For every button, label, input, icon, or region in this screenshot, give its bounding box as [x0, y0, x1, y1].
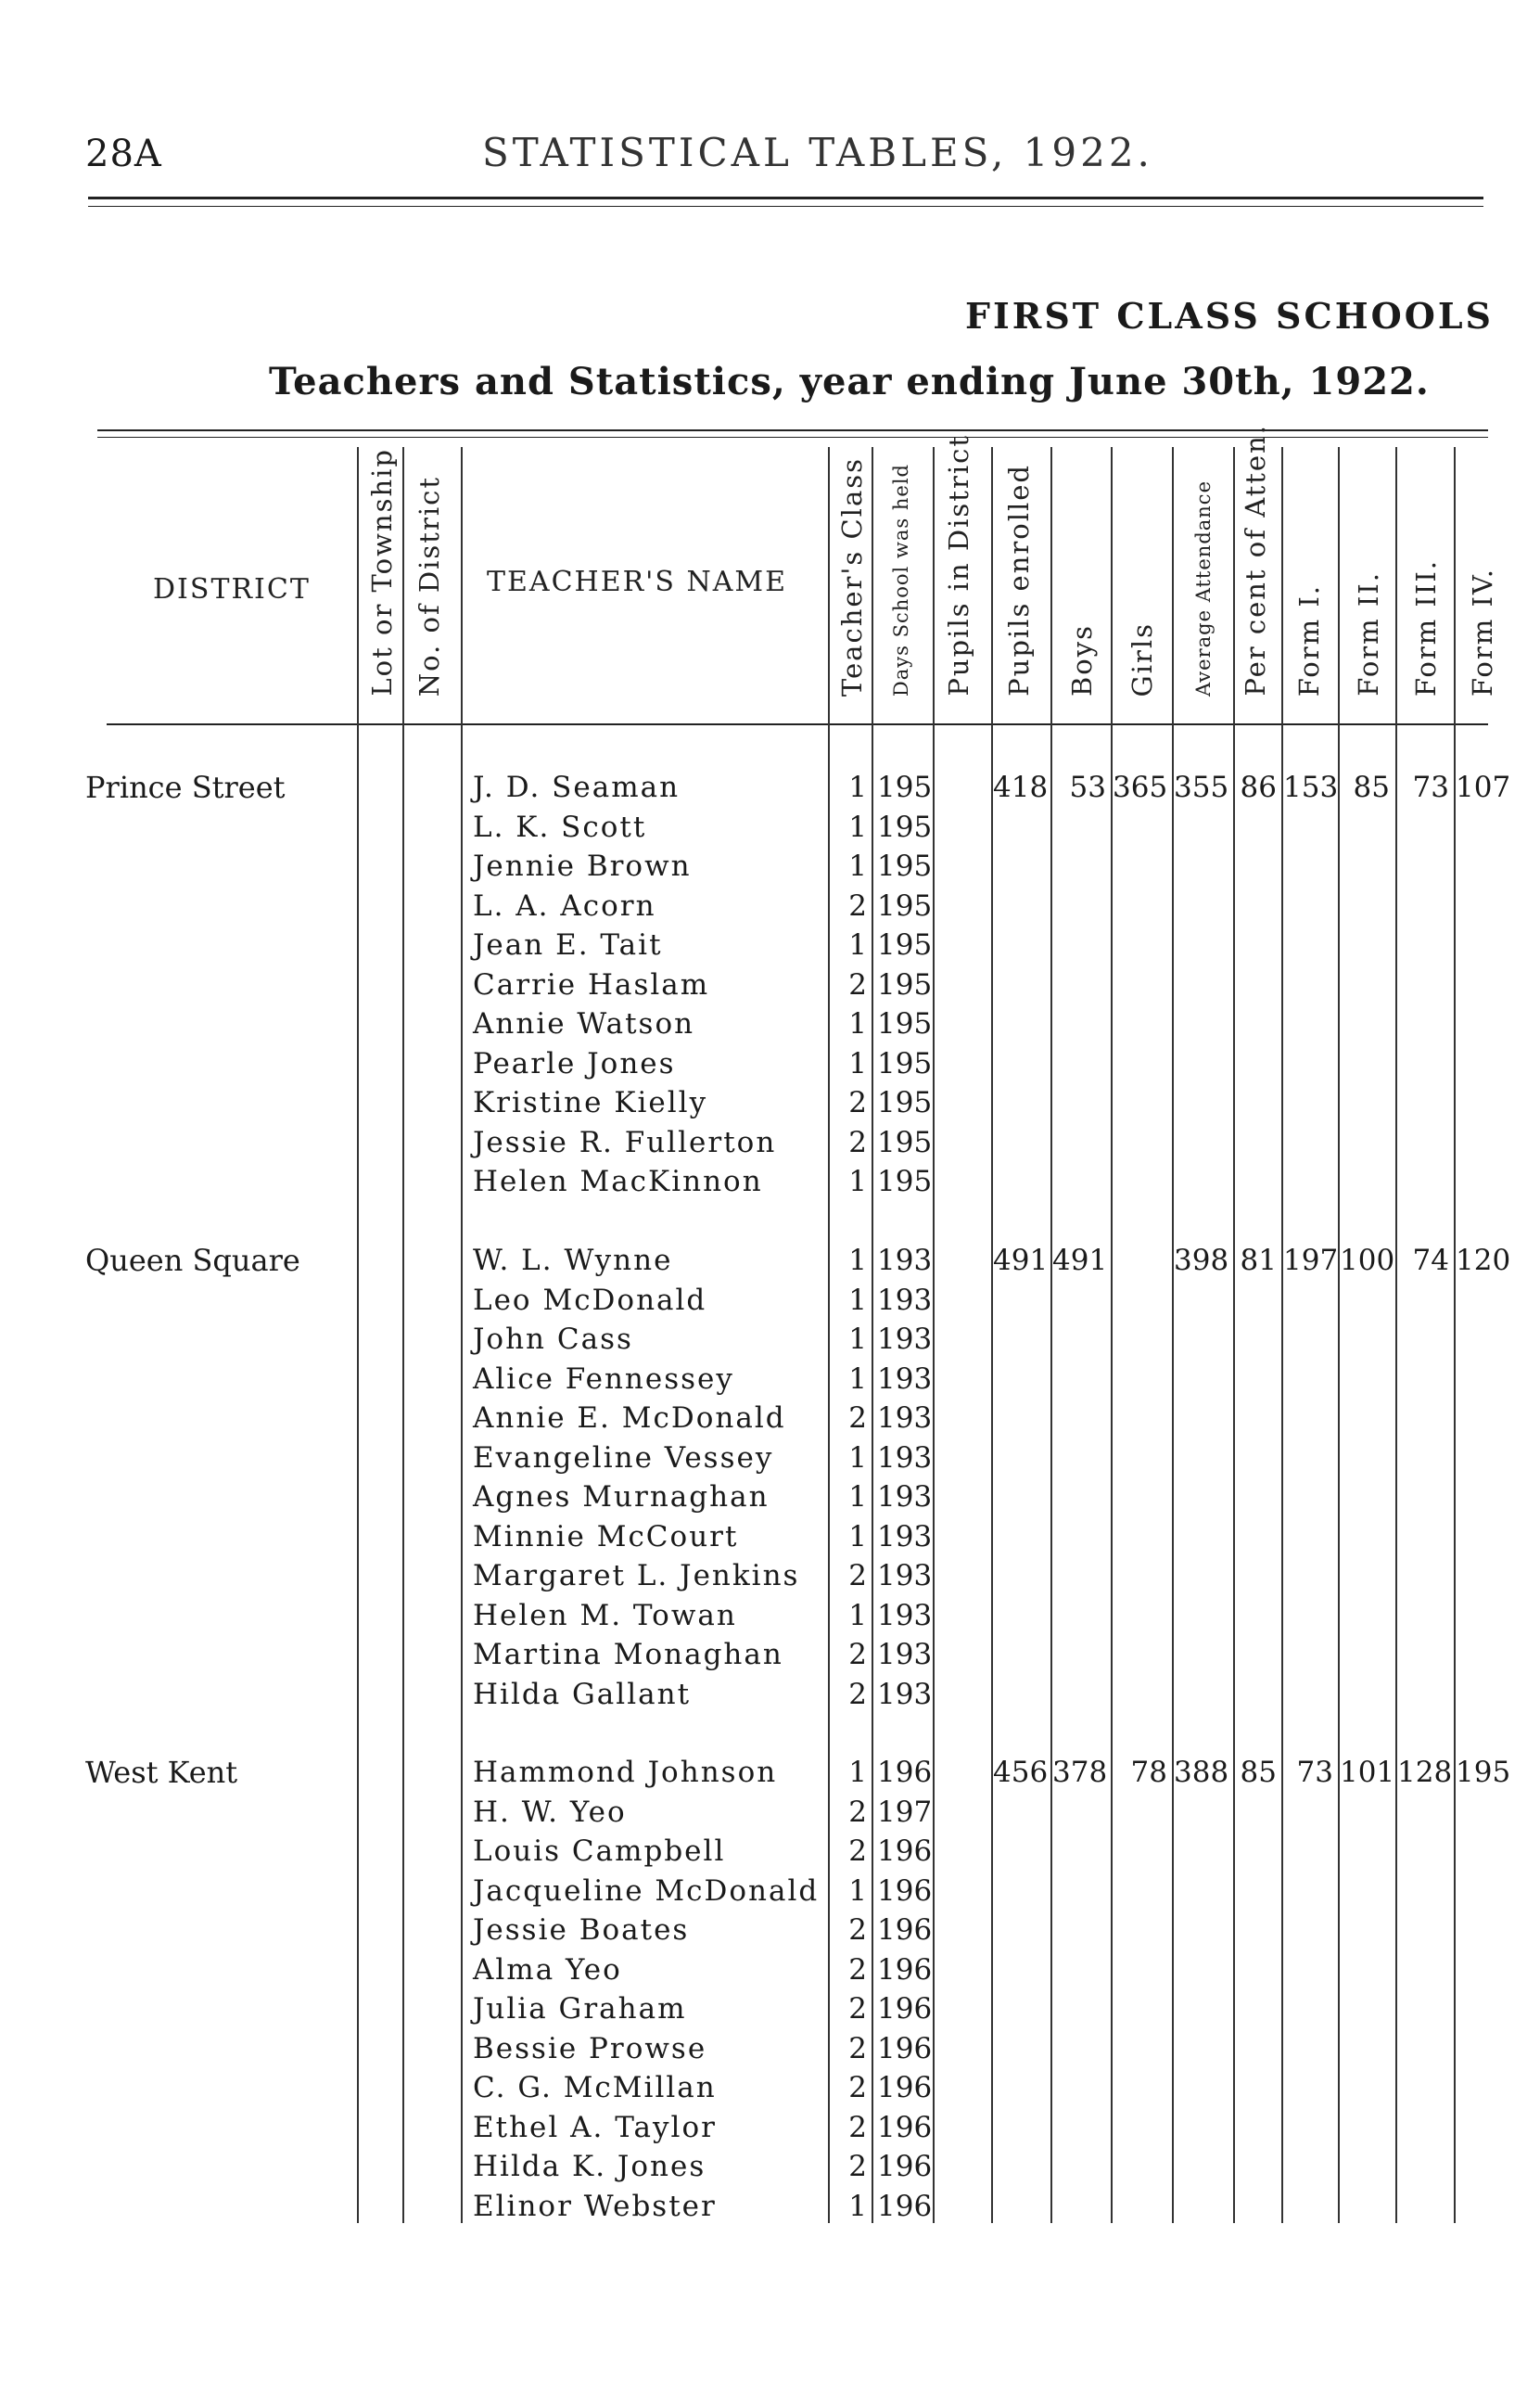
column-separator: [1395, 447, 1397, 2223]
days-held-value: 193: [877, 1559, 933, 1592]
teacher-name: L. K. Scott: [473, 811, 647, 844]
column-separator: [933, 447, 935, 2223]
teacher-class-value: 2: [848, 2071, 867, 2104]
teacher-name: Ethel A. Taylor: [473, 2111, 717, 2144]
teacher-name: C. G. McMillan: [473, 2071, 717, 2104]
teacher-name: Alice Fennessey: [473, 1362, 734, 1396]
form-4-column-header: Form IV.: [1467, 567, 1498, 697]
column-separator: [461, 447, 463, 2223]
teacher-class-value: 1: [848, 850, 867, 883]
days-held-value: 196: [877, 2032, 933, 2065]
teacher-class-value: 1: [848, 1480, 867, 1514]
teacher-class-value: 2: [848, 1913, 867, 1947]
teacher-name: Helen M. Towan: [473, 1599, 737, 1632]
teacher-class-value: 2: [848, 1559, 867, 1592]
teacher-name: Jessie Boates: [473, 1913, 690, 1947]
teacher-name: Leo McDonald: [473, 1284, 707, 1317]
teacher-name: Martina Monaghan: [473, 1638, 783, 1671]
form-3-value: 128: [1397, 1756, 1453, 1789]
form-3-value: 74: [1412, 1244, 1449, 1277]
teacher-class-value: 2: [848, 1992, 867, 2026]
teacher-class-value: 2: [848, 1678, 867, 1711]
teacher-class-value: 2: [848, 2111, 867, 2144]
percent-attendance-column-header: Per cent of Atten.: [1240, 424, 1271, 697]
column-separator: [357, 447, 359, 2223]
teacher-name: Elinor Webster: [473, 2190, 717, 2223]
teacher-name: Carrie Haslam: [473, 968, 710, 1002]
days-held-value: 195: [877, 889, 933, 923]
teacher-name: Julia Graham: [473, 1992, 687, 2026]
teacher-name-column-header: TEACHER'S NAME: [487, 566, 788, 598]
page-number: 28A: [85, 133, 162, 175]
teacher-name: Bessie Prowse: [473, 2032, 707, 2065]
teacher-name: Evangeline Vessey: [473, 1441, 774, 1475]
column-separator: [402, 447, 404, 2223]
days-held-value: 193: [877, 1401, 933, 1435]
teacher-class-value: 1: [848, 1599, 867, 1632]
form-3-value: 73: [1412, 771, 1449, 804]
column-separator: [1111, 447, 1113, 2223]
days-held-value: 195: [877, 1086, 933, 1119]
teacher-class-value: 2: [848, 1953, 867, 1987]
running-title: STATISTICAL TABLES, 1922.: [482, 130, 1153, 175]
days-held-value: 195: [877, 968, 933, 1002]
teacher-class-value: 1: [848, 771, 867, 804]
teacher-name: Alma Yeo: [473, 1953, 622, 1987]
teacher-name: Margaret L. Jenkins: [473, 1559, 800, 1592]
header-rule: [88, 197, 1483, 199]
girls-column-header: Girls: [1126, 621, 1158, 697]
teacher-name: L. A. Acorn: [473, 889, 656, 923]
teacher-name: Annie E. McDonald: [473, 1401, 786, 1435]
teacher-class-value: 1: [848, 1362, 867, 1396]
days-held-value: 193: [877, 1323, 933, 1356]
section-title: FIRST CLASS SCHOOLS: [965, 295, 1494, 337]
days-held-value: 196: [877, 1834, 933, 1868]
form-1-value: 73: [1296, 1756, 1333, 1789]
teacher-class-value: 1: [848, 1007, 867, 1041]
table-title: Teachers and Statistics, year ending June 30th, 1922.: [269, 360, 1430, 403]
days-held-value: 196: [877, 2071, 933, 2104]
days-held-value: 195: [877, 1165, 933, 1198]
days-held-value: 195: [877, 771, 933, 804]
teacher-class-value: 1: [848, 928, 867, 962]
average-attendance-column-header: Average Attendance: [1192, 479, 1215, 697]
teacher-class-value: 1: [848, 1244, 867, 1277]
teacher-name: Jessie R. Fullerton: [473, 1126, 777, 1159]
teacher-name: J. D. Seaman: [473, 771, 681, 804]
teacher-name: W. L. Wynne: [473, 1244, 673, 1277]
table-top-rule: [97, 429, 1488, 431]
teacher-name: Jacqueline McDonald: [473, 1874, 820, 1908]
teacher-class-value: 1: [848, 1520, 867, 1553]
days-held-value: 195: [877, 928, 933, 962]
teacher-class-value: 2: [848, 968, 867, 1002]
days-held-value: 197: [877, 1796, 933, 1829]
teacher-class-value: 2: [848, 2032, 867, 2065]
days-held-value: 196: [877, 1953, 933, 1987]
pupils-enrolled-value: 456: [993, 1756, 1049, 1789]
days-held-value: 195: [877, 850, 933, 883]
column-separator: [1172, 447, 1174, 2223]
boys-column-header: Boys: [1066, 623, 1098, 697]
column-separator: [1233, 447, 1235, 2223]
teacher-class-value: 1: [848, 1165, 867, 1198]
lot-township-column-header: Lot or Township: [366, 448, 398, 697]
header-rule-thin: [88, 206, 1483, 207]
column-separator: [1338, 447, 1340, 2223]
form-4-value: 120: [1456, 1244, 1511, 1277]
average-attendance-value: 388: [1174, 1756, 1229, 1789]
teacher-class-value: 1: [848, 1756, 867, 1789]
days-held-column-header: Days School was held: [890, 463, 912, 697]
teacher-class-value: 1: [848, 1441, 867, 1475]
form-1-value: 153: [1283, 771, 1339, 804]
boys-value: 53: [1069, 771, 1106, 804]
teacher-name: Kristine Kielly: [473, 1086, 708, 1119]
days-held-value: 196: [877, 2111, 933, 2144]
teacher-class-column-header: Teacher's Class: [836, 456, 868, 697]
teacher-name: Jean E. Tait: [473, 928, 663, 962]
teacher-class-value: 1: [848, 2190, 867, 2223]
days-held-value: 196: [877, 2150, 933, 2183]
days-held-value: 193: [877, 1599, 933, 1632]
percent-attendance-value: 81: [1240, 1244, 1277, 1277]
days-held-value: 193: [877, 1244, 933, 1277]
teacher-name: Hilda Gallant: [473, 1678, 692, 1711]
pupils-enrolled-value: 491: [993, 1244, 1049, 1277]
teacher-class-value: 2: [848, 1086, 867, 1119]
district-number-column-header: No. of District: [414, 475, 445, 697]
column-separator: [991, 447, 993, 2223]
percent-attendance-value: 86: [1240, 771, 1277, 804]
days-held-value: 193: [877, 1638, 933, 1671]
form-3-column-header: Form III.: [1410, 558, 1442, 697]
teacher-name: Hilda K. Jones: [473, 2150, 706, 2183]
days-held-value: 193: [877, 1678, 933, 1711]
days-held-value: 195: [877, 1126, 933, 1159]
teacher-name: Helen MacKinnon: [473, 1165, 763, 1198]
form-4-value: 107: [1456, 771, 1511, 804]
girls-value: 78: [1130, 1756, 1167, 1789]
teacher-class-value: 2: [848, 1638, 867, 1671]
teacher-class-value: 2: [848, 1796, 867, 1829]
pupils-enrolled-value: 418: [993, 771, 1049, 804]
form-2-column-header: Form II.: [1353, 571, 1384, 697]
days-held-value: 195: [877, 1047, 933, 1080]
days-held-value: 193: [877, 1520, 933, 1553]
column-separator: [1454, 447, 1456, 2223]
days-held-value: 193: [877, 1362, 933, 1396]
boys-value: 378: [1052, 1756, 1108, 1789]
days-held-value: 195: [877, 811, 933, 844]
teacher-class-value: 1: [848, 1323, 867, 1356]
teacher-name: Annie Watson: [473, 1007, 695, 1041]
teacher-class-value: 2: [848, 889, 867, 923]
days-held-value: 196: [877, 1913, 933, 1947]
column-separator: [1281, 447, 1283, 2223]
percent-attendance-value: 85: [1240, 1756, 1277, 1789]
boys-value: 491: [1052, 1244, 1108, 1277]
teacher-name: Louis Campbell: [473, 1834, 726, 1868]
teacher-name: John Cass: [473, 1323, 633, 1356]
form-1-column-header: Form I.: [1293, 583, 1325, 697]
teacher-class-value: 1: [848, 1284, 867, 1317]
pupils-enrolled-column-header: Pupils enrolled: [1003, 464, 1035, 697]
days-held-value: 193: [877, 1284, 933, 1317]
days-held-value: 193: [877, 1441, 933, 1475]
form-2-value: 101: [1340, 1756, 1395, 1789]
days-held-value: 193: [877, 1480, 933, 1514]
teacher-class-value: 2: [848, 1401, 867, 1435]
teacher-name: Hammond Johnson: [473, 1756, 778, 1789]
teacher-name: Agnes Murnaghan: [473, 1480, 770, 1514]
teacher-name: Minnie McCourt: [473, 1520, 739, 1553]
teacher-class-value: 1: [848, 811, 867, 844]
days-held-value: 196: [877, 2190, 933, 2223]
teacher-class-value: 2: [848, 1126, 867, 1159]
teacher-class-value: 1: [848, 1047, 867, 1080]
girls-value: 365: [1113, 771, 1168, 804]
column-separator: [1050, 447, 1052, 2223]
days-held-value: 196: [877, 1992, 933, 2026]
district-name: West Kent: [85, 1755, 238, 1790]
table-top-rule-2: [97, 437, 1488, 438]
form-2-value: 85: [1353, 771, 1390, 804]
district-name: Queen Square: [85, 1243, 300, 1278]
teacher-class-value: 1: [848, 1874, 867, 1908]
form-2-value: 100: [1340, 1244, 1395, 1277]
teacher-class-value: 2: [848, 2150, 867, 2183]
average-attendance-value: 355: [1174, 771, 1229, 804]
days-held-value: 196: [877, 1756, 933, 1789]
form-1-value: 197: [1283, 1244, 1339, 1277]
column-separator: [872, 447, 873, 2223]
pupils-in-district-column-header: Pupils in District: [943, 434, 974, 697]
days-held-value: 195: [877, 1007, 933, 1041]
district-column-header: DISTRICT: [153, 573, 311, 606]
average-attendance-value: 398: [1174, 1244, 1229, 1277]
teacher-name: H. W. Yeo: [473, 1796, 627, 1829]
teacher-class-value: 2: [848, 1834, 867, 1868]
form-4-value: 195: [1456, 1756, 1511, 1789]
teacher-name: Pearle Jones: [473, 1047, 676, 1080]
days-held-value: 196: [877, 1874, 933, 1908]
teacher-name: Jennie Brown: [473, 850, 692, 883]
district-name: Prince Street: [85, 770, 286, 805]
